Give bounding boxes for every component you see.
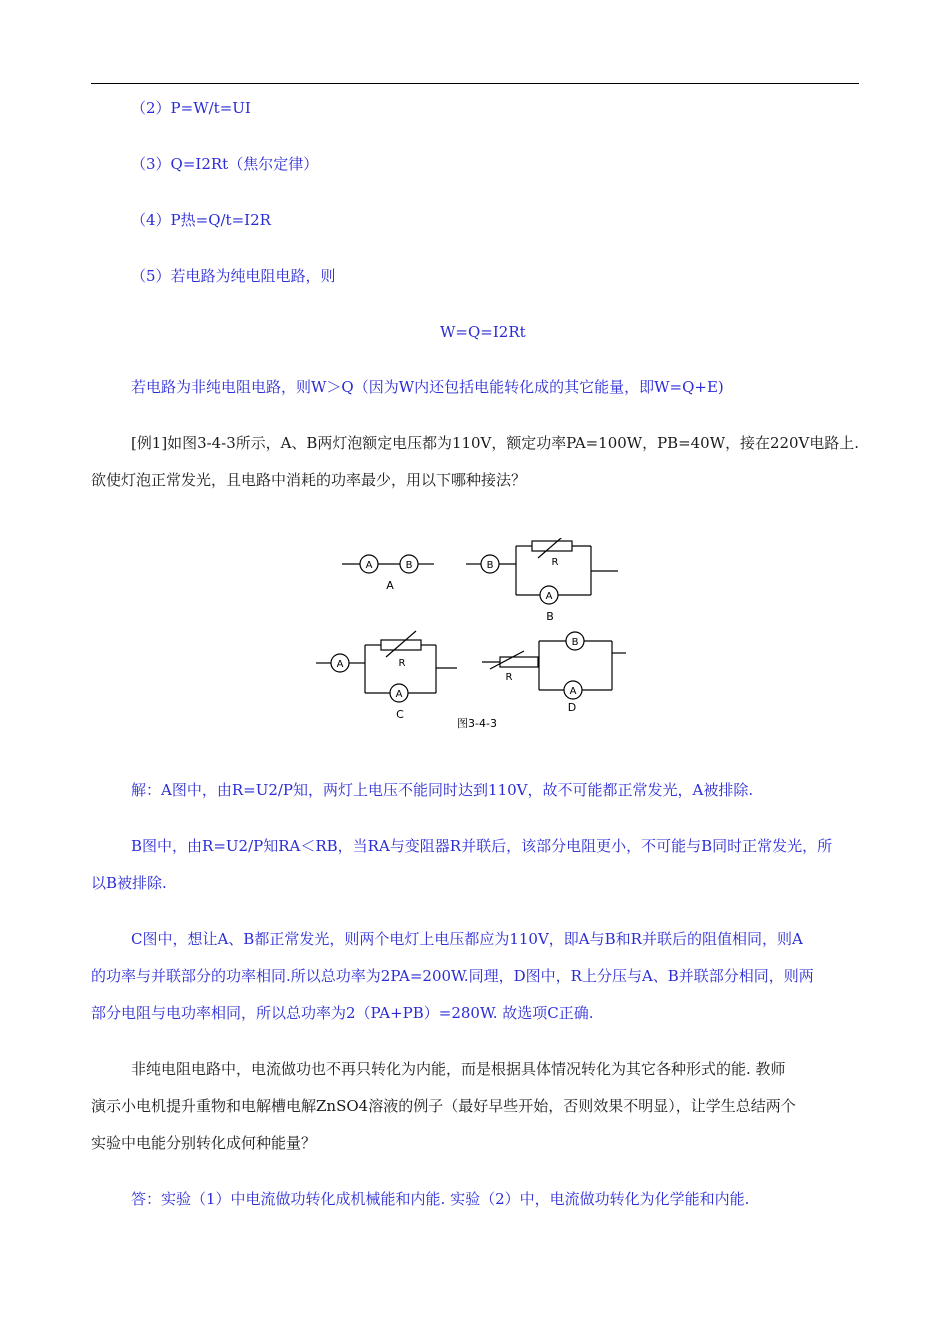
- circuit-d: [482, 632, 626, 714]
- circuit-b: [466, 538, 618, 623]
- formula-5: （5）若电路为纯电阻电路，则: [131, 267, 336, 285]
- circuit-a-lamp-a: A: [365, 560, 373, 571]
- circuit-b-lamp-a: A: [545, 591, 553, 602]
- example-line-2: 欲使灯泡正常发光，且电路中消耗的功率最少，用以下哪种接法？: [91, 471, 527, 489]
- circuit-b-lamp-b: B: [486, 560, 494, 571]
- circuit-d-resistor: R: [505, 672, 513, 683]
- header-rule: [91, 83, 859, 84]
- circuit-a-lamp-b: B: [405, 560, 413, 571]
- nonpure-statement: 若电路为非纯电阻电路，则W＞Q（因为W内还包括电能转化成的其它能量，即W=Q+E): [131, 378, 724, 396]
- solution-c-line-2: 的功率与并联部分的功率相同.所以总功率为2PA=200W.同理，D图中，R上分压与A、B并联部分相同，则两: [91, 967, 814, 985]
- circuit-b-resistor: R: [551, 557, 559, 568]
- circuit-a: [342, 555, 434, 592]
- circuit-b-label: B: [546, 610, 554, 623]
- formula-5-equation: W=Q=I2Rt: [440, 323, 526, 341]
- circuit-d-lamp-b: B: [571, 637, 579, 648]
- nonpure-para-line-1: 非纯电阻电路中，电流做功也不再只转化为内能，而是根据具体情况转化为其它各种形式的能. 教师: [131, 1060, 786, 1078]
- formula-2: （2）P=W/t=UI: [131, 99, 251, 117]
- figure-caption: 图3-4-3: [457, 717, 497, 730]
- circuit-figure: [310, 538, 640, 738]
- circuit-c: [316, 631, 457, 721]
- answer-line: 答：实验（1）中电流做功转化成机械能和内能. 实验（2）中，电流做功转化为化学能和内能.: [131, 1190, 750, 1208]
- solution-a: 解：A图中，由R=U2/P知，两灯上电压不能同时达到110V，故不可能都正常发光，A被排除.: [131, 781, 754, 799]
- circuit-d-label: D: [567, 701, 577, 714]
- formula-4: （4）P热=Q/t=I2R: [131, 211, 271, 229]
- solution-b-line-2: 以B被排除.: [91, 874, 167, 892]
- circuit-c-label: C: [396, 708, 404, 721]
- circuit-c-lamp-a: A: [336, 659, 344, 670]
- nonpure-para-line-3: 实验中电能分别转化成何种能量？: [91, 1134, 317, 1152]
- example-line-1: [例1]如图3-4-3所示，A、B两灯泡额定电压都为110V，额定功率PA=100W，PB=40W，接在220V电路上.: [131, 434, 859, 452]
- circuit-c-lamp-b: A: [395, 689, 403, 700]
- solution-c-line-3: 部分电阻与电功率相同，所以总功率为2（PA+PB）=280W. 故选项C正确.: [91, 1004, 594, 1022]
- solution-c-line-1: C图中，想让A、B都正常发光，则两个电灯上电压都应为110V，即A与B和R并联后的阻值相同，则A: [131, 930, 803, 948]
- circuit-d-lamp-a: A: [569, 686, 577, 697]
- formula-3: （3）Q=I2Rt（焦尔定律）: [131, 155, 319, 173]
- nonpure-para-line-2: 演示小电机提升重物和电解槽电解ZnSO4溶液的例子（最好早些开始，否则效果不明显），让学生总结两个: [91, 1097, 796, 1115]
- circuit-a-label: A: [386, 579, 394, 592]
- solution-b-line-1: B图中，由R=U2/P知RA＜RB，当RA与变阻器R并联后，该部分电阻更小，不可能与B同时正常发光，所: [131, 837, 833, 855]
- circuit-c-resistor: R: [398, 658, 406, 669]
